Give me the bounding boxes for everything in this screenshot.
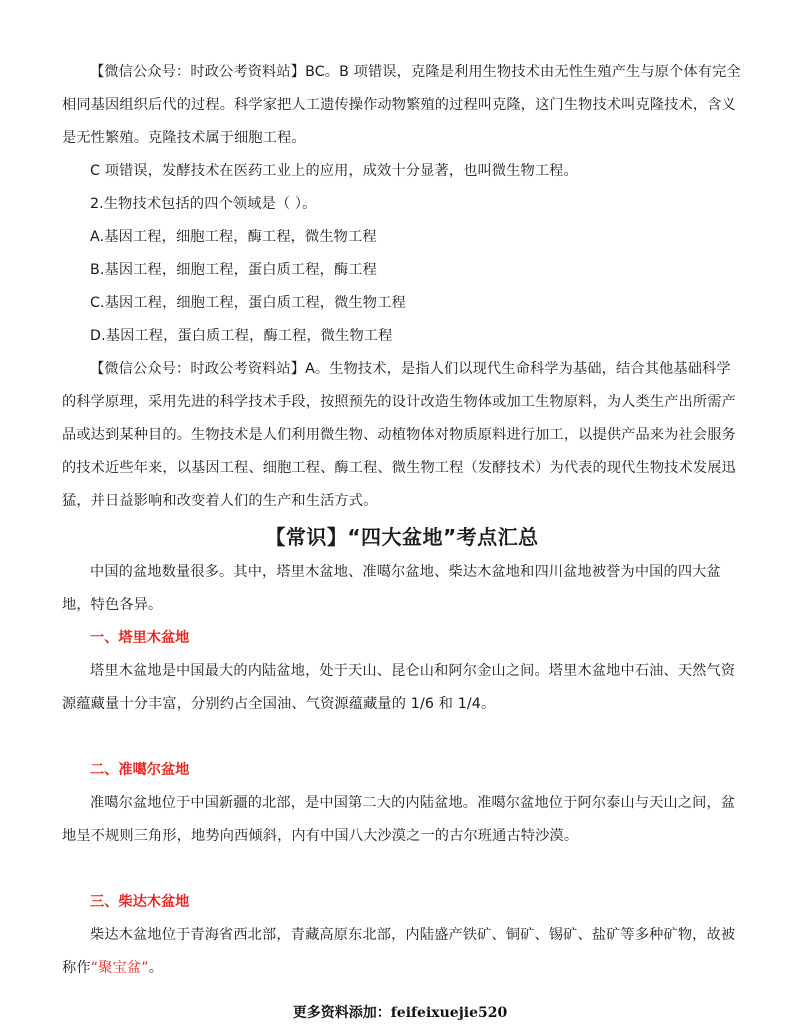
basin-heading-tarim: 一、塔里木盆地	[90, 630, 190, 646]
option-b: B.基因工程，细胞工程，蛋白质工程，酶工程	[90, 262, 377, 278]
basin-text-junggar: 准噶尔盆地位于中国新疆的北部，是中国第二大的内陆盆地。准噶尔盆地位于阿尔泰山与天山之间，盆地呈不规则三角形，地势向西倾斜，内有中国八大沙漠之一的古尔班通古特沙漠。	[62, 795, 736, 844]
option-a: A.基因工程，细胞工程，酶工程，微生物工程	[90, 229, 377, 245]
spacer	[62, 853, 742, 886]
document-body	[62, 56, 742, 985]
basin-heading-junggar: 二、准噶尔盆地	[90, 762, 190, 778]
option-c: C.基因工程，细胞工程，蛋白质工程，微生物工程	[90, 295, 406, 311]
basin-text-qaidam	[62, 919, 742, 985]
basin-text-tarim: 塔里木盆地是中国最大的内陆盆地，处于天山、昆仑山和阿尔金山之间。塔里木盆地中石油、天然气资源蕴藏量十分丰富，分别约占全国油、气资源蕴藏量的 1/6 和 1/4。	[62, 663, 736, 712]
basin-text-qaidam-tail: 。	[148, 960, 164, 976]
option-d: D.基因工程，蛋白质工程，酶工程，微生物工程	[90, 328, 393, 344]
treasure-bowl-highlight: “聚宝盆”	[90, 960, 149, 976]
answer-explanation: 【微信公众号：时政公考资料站】A。生物技术，是指人们以现代生命科学为基础，结合其他基础科学的科学原理，采用先进的科学技术手段，按照预先的设计改造生物体或加工生物原料，为人类生产出所需产品或达到某种目的。生物技术是人们利用微生物、动植物体对物质原料进行加工，以提供产品来为社会服务的技术近些年来，以基因工程、细胞工程、酶工程、微生物工程（发酵技术）为代表的现代生物技术发展迅猛，并日益影响和改变着人们的生产和生活方式。	[62, 361, 736, 509]
answer-paragraph-2: C 项错误，发酵技术在医药工业上的应用，成效十分显著，也叫微生物工程。	[90, 163, 578, 179]
spacer	[62, 721, 742, 754]
answer-paragraph-1: 【微信公众号：时政公考资料站】BC。B 项错误，克隆是利用生物技术由无性生殖产生与原个体有完全相同基因组织后代的过程。科学家把人工遗传操作动物繁殖的过程叫克隆，这门生物技术叫克隆技术，含义是无性繁殖。克隆技术属于细胞工程。	[62, 64, 741, 146]
basin-heading-qaidam: 三、柴达木盆地	[90, 894, 190, 910]
basin-text-qaidam-main: 柴达木盆地位于青海省西北部，青藏高原东北部，内陆盛产铁矿、铜矿、锡矿、盐矿等多种矿物，故被称作	[62, 927, 736, 976]
intro-paragraph: 中国的盆地数量很多。其中，塔里木盆地、准噶尔盆地、柴达木盆地和四川盆地被誉为中国的四大盆地，特色各异。	[62, 564, 721, 613]
footer-contact: 更多资料添加：feifeixuejie520	[292, 1005, 508, 1021]
section-title: 【常识】“四大盆地”考点汇总	[265, 525, 539, 549]
question-text: 2.生物技术包括的四个领域是（ ）。	[90, 196, 317, 212]
